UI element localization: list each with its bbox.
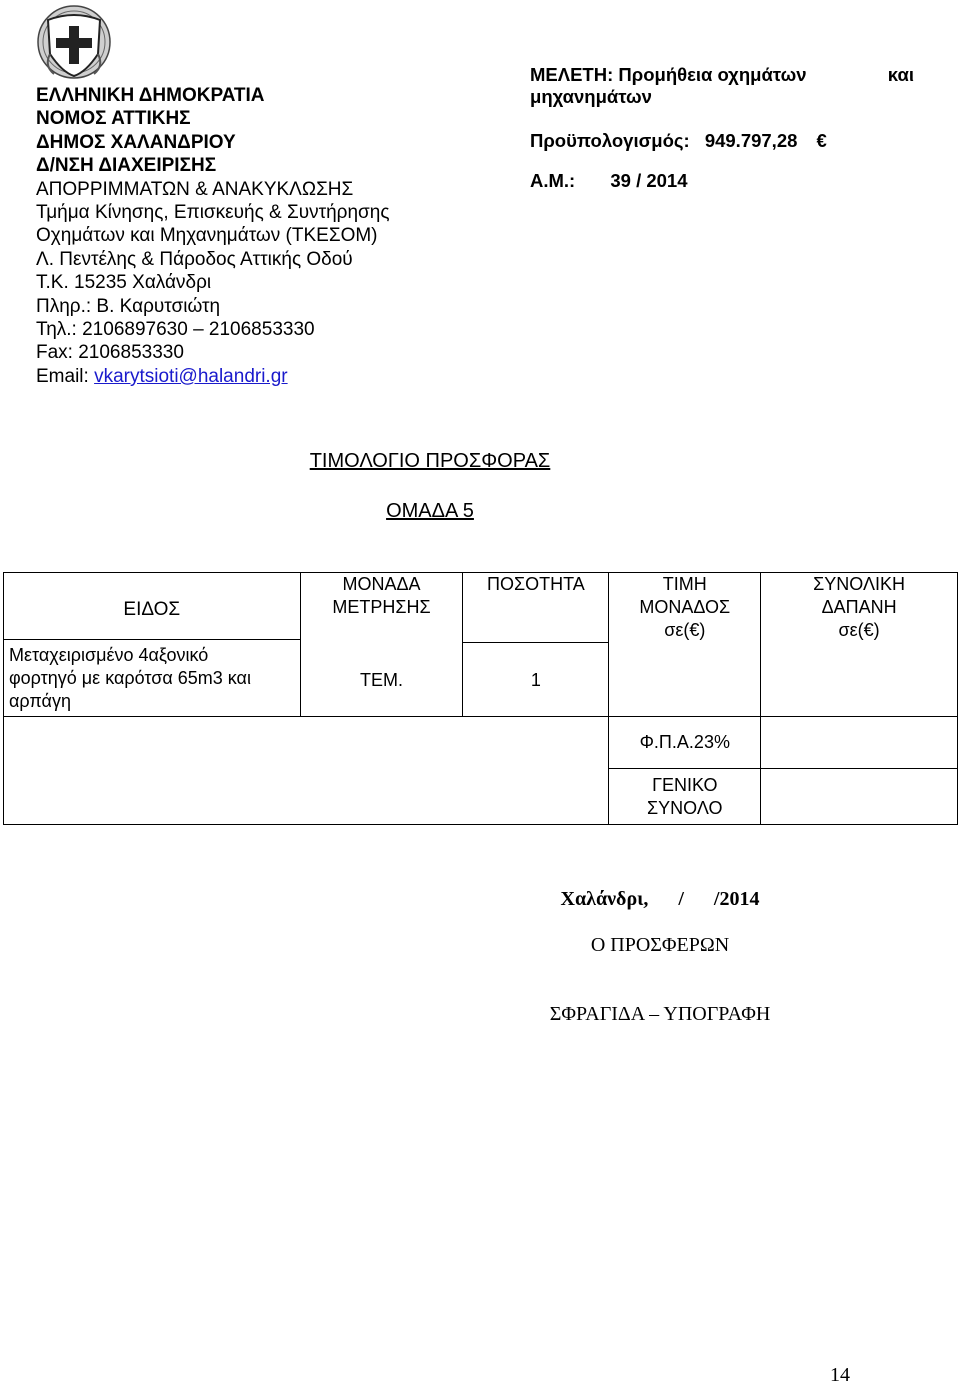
am-line xyxy=(530,170,920,192)
qty-cell xyxy=(463,573,609,717)
study-title-text: ΜΕΛΕΤΗ: Προμήθεια οχημάτων xyxy=(530,64,807,85)
vat-label: Φ.Π.Α.23% xyxy=(609,717,761,769)
header-total: ΔΑΠΑΝΗ xyxy=(821,597,897,617)
header-total: σε(€) xyxy=(838,620,880,640)
grand-total-line: ΣΥΝΟΛΟ xyxy=(647,797,723,818)
am-label: Α.Μ.: xyxy=(530,170,576,191)
org-line: Πληρ.: Β. Καρυτσιώτη xyxy=(36,295,221,317)
email-line xyxy=(36,365,390,388)
email-label: Email: xyxy=(36,365,95,387)
header-price: σε(€) xyxy=(664,620,706,640)
page-number: 14 xyxy=(830,1364,850,1386)
vat-value xyxy=(761,717,958,769)
header-price: ΤΙΜΗ xyxy=(662,574,707,594)
item-description-line: αρπάγη xyxy=(9,691,71,711)
org-line: Οχημάτων και Μηχανημάτων (ΤΚΕΣΟΜ) xyxy=(36,225,378,247)
header-unit: ΜΟΝΑΔΑ xyxy=(342,574,421,594)
study-header xyxy=(530,64,920,192)
org-line: Τ.Κ. 15235 Χαλάνδρι xyxy=(36,272,212,294)
group-title-text: ΟΜΑΔΑ 5 xyxy=(386,500,474,522)
empty-cell xyxy=(4,717,609,825)
budget-label: Προϋπολογισμός: xyxy=(530,130,690,151)
org-line: ΝΟΜΟΣ ΑΤΤΙΚΗΣ xyxy=(36,108,191,130)
org-line: ΕΛΛΗΝΙΚΗ ΔΗΜΟΚΡΑΤΙΑ xyxy=(36,85,265,106)
item-description-line: φορτηγό με καρότσα 65m3 και xyxy=(9,668,251,688)
header-total: ΣΥΝΟΛΙΚΗ xyxy=(813,574,906,594)
item-description xyxy=(4,639,300,713)
table-row xyxy=(4,717,958,769)
offerer-label: Ο ΠΡΟΣΦΕΡΩΝ xyxy=(590,934,730,956)
budget-value: 949.797,28 xyxy=(704,130,798,151)
grand-total-label xyxy=(609,769,761,825)
study-title-end: και xyxy=(887,64,914,85)
org-line: ΑΠΟΡΡΙΜΜΑΤΩΝ & ΑΝΑΚΥΚΛΩΣΗΣ xyxy=(36,178,354,200)
org-line: Fax: 2106853330 xyxy=(36,342,184,364)
unit-cell xyxy=(300,573,463,717)
signature-label: ΣΦΡΑΓΙΔΑ – ΥΠΟΓΡΑΦΗ xyxy=(549,1003,771,1025)
table-row xyxy=(4,573,958,717)
qty-value: 1 xyxy=(463,642,608,692)
place-date: Χαλάνδρι, / /2014 xyxy=(560,888,760,910)
header-qty: ΠΟΣΟΤΗΤΑ xyxy=(487,574,585,594)
euro-icon: € xyxy=(816,130,827,151)
document-title: ΤΙΜΟΛΟΓΙΟ ΠΡΟΣΦΟΡΑΣ xyxy=(309,450,551,472)
header-price: ΜΟΝΑΔΟΣ xyxy=(639,597,731,617)
header-item: ΕΙΔΟΣ xyxy=(123,599,181,620)
study-title-line2: μηχανημάτων xyxy=(530,86,652,107)
budget-line xyxy=(530,130,920,152)
study-title xyxy=(530,64,920,86)
am-value: 39 / 2014 xyxy=(610,170,688,191)
item-description-line: Μεταχειρισμένο 4αξονικό xyxy=(9,645,209,665)
total-cell xyxy=(761,573,958,717)
item-cell xyxy=(4,573,301,717)
email-link[interactable]: vkarytsioti@halandri.gr xyxy=(94,365,288,387)
grand-total-line: ΓΕΝΙΚΟ xyxy=(652,774,718,795)
unit-value: ΤΕΜ. xyxy=(360,670,404,690)
org-line: ΔΗΜΟΣ ΧΑΛΑΝΔΡΙΟΥ xyxy=(36,131,236,153)
org-line: Τμήμα Κίνησης, Επισκευής & Συντήρησης xyxy=(36,202,390,224)
offer-table xyxy=(3,572,958,825)
grand-total-value xyxy=(761,769,958,825)
group-title xyxy=(0,500,860,523)
org-line: Λ. Πεντέλης & Πάροδος Αττικής Οδού xyxy=(36,248,353,270)
header-unit: ΜΕΤΡΗΣΗΣ xyxy=(332,597,431,617)
greek-state-seal xyxy=(36,4,112,80)
org-line: Τηλ.: 2106897630 – 2106853330 xyxy=(36,319,315,341)
organization-header xyxy=(36,84,390,388)
price-cell xyxy=(609,573,761,717)
org-line: Δ/ΝΣΗ ΔΙΑΧΕΙΡΙΣΗΣ xyxy=(36,155,217,177)
